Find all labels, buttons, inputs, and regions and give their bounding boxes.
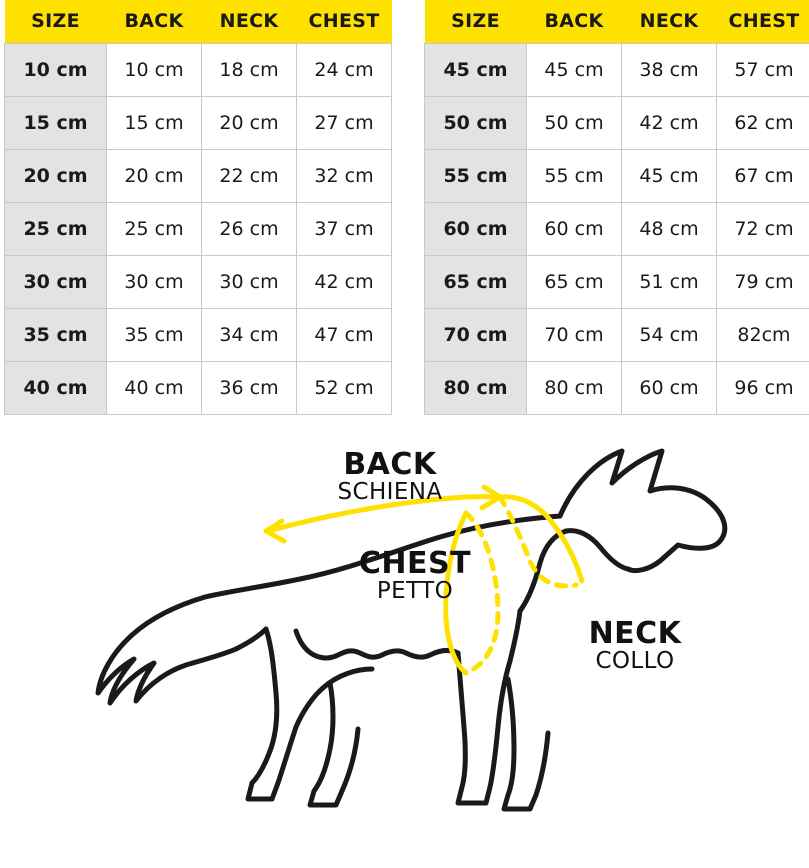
cell-size: 70 cm [425,308,527,361]
size-tables-container [0,0,809,415]
size-table-large [424,0,809,415]
table-row [5,43,392,96]
cell-size: 15 cm [5,96,107,149]
table-row [425,361,809,414]
label-chest-title: CHEST [358,545,472,581]
table-row [5,255,392,308]
cell-chest: 52 cm [297,361,392,414]
cell-back: 25 cm [107,202,202,255]
cell-chest: 24 cm [297,43,392,96]
label-neck-title: NECK [588,615,682,651]
label-back-subtitle: SCHIENA [337,479,443,505]
cell-size: 10 cm [5,43,107,96]
cell-chest: 57 cm [717,43,809,96]
cell-back: 60 cm [527,202,622,255]
cell-size: 30 cm [5,255,107,308]
cell-neck: 18 cm [202,43,297,96]
label-neck [545,615,725,674]
table-row [5,361,392,414]
cell-size: 50 cm [425,96,527,149]
cell-neck: 45 cm [622,149,717,202]
column-header-size: SIZE [425,0,527,43]
cell-chest: 27 cm [297,96,392,149]
cell-neck: 38 cm [622,43,717,96]
column-header-back: BACK [107,0,202,43]
cell-chest: 96 cm [717,361,809,414]
cell-neck: 60 cm [622,361,717,414]
table-row [425,308,809,361]
column-header-chest: CHEST [297,0,392,43]
label-neck-subtitle: COLLO [595,648,675,674]
cell-size: 60 cm [425,202,527,255]
cell-back: 40 cm [107,361,202,414]
table-header-row [425,0,809,43]
cell-back: 45 cm [527,43,622,96]
cell-neck: 48 cm [622,202,717,255]
cell-neck: 42 cm [622,96,717,149]
cell-size: 65 cm [425,255,527,308]
dog-measurement-diagram [0,421,809,861]
table-row [5,202,392,255]
table-row [425,255,809,308]
cell-back: 70 cm [527,308,622,361]
cell-back: 15 cm [107,96,202,149]
cell-back: 50 cm [527,96,622,149]
table-header-row [5,0,392,43]
cell-neck: 26 cm [202,202,297,255]
column-header-size: SIZE [5,0,107,43]
cell-chest: 47 cm [297,308,392,361]
label-chest [325,545,505,604]
label-back-title: BACK [343,446,437,482]
cell-chest: 62 cm [717,96,809,149]
size-table-small [4,0,392,415]
table-row [5,308,392,361]
table-row [425,96,809,149]
table-row [5,96,392,149]
cell-neck: 20 cm [202,96,297,149]
cell-chest: 79 cm [717,255,809,308]
cell-chest: 72 cm [717,202,809,255]
cell-back: 30 cm [107,255,202,308]
table-row [425,43,809,96]
cell-neck: 54 cm [622,308,717,361]
table-row [425,202,809,255]
cell-chest: 82cm [717,308,809,361]
cell-size: 20 cm [5,149,107,202]
cell-chest: 42 cm [297,255,392,308]
cell-size: 80 cm [425,361,527,414]
cell-chest: 32 cm [297,149,392,202]
cell-size: 45 cm [425,43,527,96]
cell-chest: 37 cm [297,202,392,255]
table-row [5,149,392,202]
cell-size: 40 cm [5,361,107,414]
cell-back: 35 cm [107,308,202,361]
column-header-back: BACK [527,0,622,43]
cell-back: 55 cm [527,149,622,202]
cell-back: 10 cm [107,43,202,96]
label-chest-subtitle: PETTO [376,578,454,604]
table-row [425,149,809,202]
column-header-neck: NECK [202,0,297,43]
cell-size: 25 cm [5,202,107,255]
column-header-chest: CHEST [717,0,809,43]
cell-size: 35 cm [5,308,107,361]
cell-back: 65 cm [527,255,622,308]
cell-back: 80 cm [527,361,622,414]
cell-neck: 51 cm [622,255,717,308]
cell-neck: 34 cm [202,308,297,361]
cell-neck: 22 cm [202,149,297,202]
cell-neck: 36 cm [202,361,297,414]
column-header-neck: NECK [622,0,717,43]
cell-neck: 30 cm [202,255,297,308]
cell-chest: 67 cm [717,149,809,202]
label-back [300,446,480,505]
cell-size: 55 cm [425,149,527,202]
cell-back: 20 cm [107,149,202,202]
